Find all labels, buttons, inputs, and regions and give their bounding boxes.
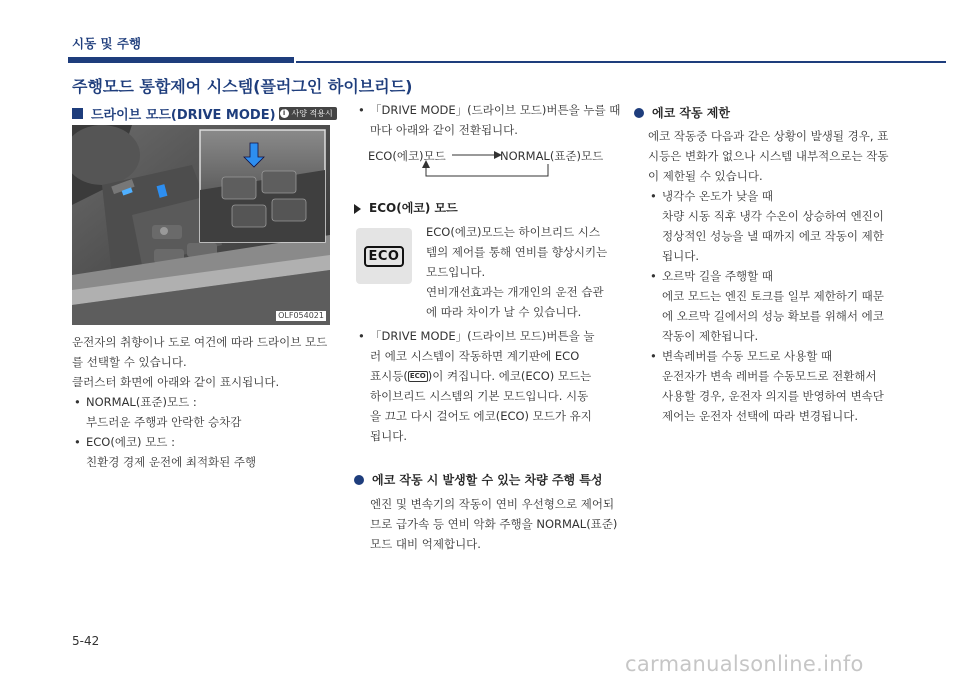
eco-bullet-3b: )이 켜집니다. 에코(ECO) 모드는 xyxy=(427,369,592,383)
eco-mode-heading xyxy=(354,199,458,216)
eco-bullet-3 xyxy=(356,366,626,386)
page-title: 주행모드 통합제어 시스템(플러그인 하이브리드) xyxy=(72,77,413,96)
eco-desc-3: 모드입니다. xyxy=(426,265,486,279)
subsection-heading xyxy=(72,104,337,123)
eco-bullet-3a: 표시등( xyxy=(370,369,408,383)
right-bullet-uphill-c: 작동이 제한됩니다. xyxy=(662,329,759,343)
watermark: carmanualsonline.info xyxy=(625,652,864,676)
option-badge-label: 사양 적용시 xyxy=(291,109,333,118)
mid-intro-line1: • 「DRIVE MODE」(드라이브 모드)버튼을 누를 때 xyxy=(356,100,626,120)
option-badge xyxy=(279,107,337,120)
right-bullet-coolant-a: 차량 시동 직후 냉각 수온이 상승하여 엔진이 xyxy=(662,209,884,223)
mid-intro-line2: 마다 아래와 같이 전환됩니다. xyxy=(370,123,518,137)
info-icon: i xyxy=(280,109,289,118)
eco-desc-1: ECO(에코)모드는 하이브리드 시스 xyxy=(426,225,600,239)
dot-bullet-icon xyxy=(354,475,364,485)
flow-normal-mode: NORMAL(표준)모드 xyxy=(500,149,604,163)
eco-limit-heading-text: 에코 작동 제한 xyxy=(652,106,730,120)
header-rule-thin xyxy=(296,61,946,63)
right-bullet-manual-c: 제어는 운전자 선택에 따라 변경됩니다. xyxy=(662,409,859,423)
subsection-title: 드라이브 모드(DRIVE MODE) xyxy=(91,108,276,123)
section-header: 시동 및 주행 xyxy=(72,36,142,51)
right-p1: 에코 작동중 다음과 같은 상황이 발생될 경우, 표 xyxy=(648,129,889,143)
mid-intro xyxy=(356,100,626,140)
left-bullet-eco: • ECO(에코) 모드 : xyxy=(72,432,342,452)
eco-indicator-icon xyxy=(356,228,412,284)
triangle-bullet-icon xyxy=(354,204,361,214)
right-column-text xyxy=(648,126,908,426)
left-p2: 를 선택할 수 있습니다. xyxy=(72,355,187,369)
right-bullet-coolant: • 냉각수 온도가 낮을 때 xyxy=(648,186,908,206)
eco-char-1: 엔진 및 변속기의 작동이 연비 우선형으로 제어되 xyxy=(370,497,615,511)
console-photo xyxy=(72,125,330,325)
flow-eco-mode: ECO(에코)모드 xyxy=(368,149,446,163)
eco-char-3: 모드 대비 억제합니다. xyxy=(370,537,481,551)
eco-desc-2: 템의 제어를 통해 연비를 향상시키는 xyxy=(426,245,608,259)
eco-desc-5: 에 따라 차이가 날 수 있습니다. xyxy=(426,305,582,319)
eco-bullet-6: 됩니다. xyxy=(370,429,407,443)
right-bullet-manual-b: 사용할 경우, 운전자 의지를 반영하여 변속단 xyxy=(662,389,884,403)
eco-description xyxy=(426,222,626,322)
right-bullet-manual: • 변속레버를 수동 모드로 사용할 때 xyxy=(648,346,908,366)
dot-bullet-icon xyxy=(634,108,644,118)
eco-desc-4: 연비개선효과는 개개인의 운전 습관 xyxy=(426,285,604,299)
eco-bullet-2: 러 에코 시스템이 작동하면 계기판에 ECO xyxy=(370,349,580,363)
right-bullet-coolant-c: 됩니다. xyxy=(662,249,699,263)
right-p3: 이 제한될 수 있습니다. xyxy=(648,169,763,183)
eco-mode-heading-text: ECO(에코) 모드 xyxy=(369,201,458,215)
left-bullet-normal: • NORMAL(표준)모드 : xyxy=(72,392,342,412)
left-bullet-eco-desc: 친환경 경제 운전에 최적화된 주행 xyxy=(86,455,257,469)
left-column-text xyxy=(72,332,342,472)
photo-code: OLF054021 xyxy=(278,311,324,320)
eco-bullet-block xyxy=(356,326,626,446)
left-p1: 운전자의 취향이나 도로 여건에 따라 드라이브 모드 xyxy=(72,335,328,349)
eco-driving-characteristics-text: 에코 작동 시 발생할 수 있는 차량 주행 특성 xyxy=(372,473,603,487)
eco-mini-icon: ECO xyxy=(409,372,426,380)
eco-char-2: 므로 급가속 등 연비 악화 주행을 NORMAL(표준) xyxy=(370,517,618,531)
right-bullet-manual-a: 운전자가 변속 레버를 수동모드로 전환해서 xyxy=(662,369,877,383)
right-bullet-uphill: • 오르막 길을 주행할 때 xyxy=(648,266,908,286)
page-number: 5-42 xyxy=(72,634,100,648)
eco-driving-characteristics-body xyxy=(370,494,630,554)
left-p3: 클러스터 화면에 아래와 같이 표시됩니다. xyxy=(72,375,280,389)
header-rule-thick xyxy=(68,57,294,63)
eco-driving-characteristics-heading xyxy=(354,471,603,488)
right-bullet-uphill-a: 에코 모드는 엔진 토크를 일부 제한하기 때문 xyxy=(662,289,884,303)
right-bullet-coolant-b: 정상적인 성능을 낼 때까지 에코 작동이 제한 xyxy=(662,229,884,243)
eco-limit-heading xyxy=(634,104,730,121)
right-p2: 시등은 변화가 없으나 시스템 내부적으로는 작동 xyxy=(648,149,889,163)
square-bullet-icon xyxy=(72,108,83,119)
left-bullet-normal-desc: 부드러운 주행과 안락한 승차감 xyxy=(86,415,242,429)
right-bullet-uphill-b: 에 오르막 길에서의 성능 확보를 위해서 에코 xyxy=(662,309,884,323)
eco-bullet-4: 하이브리드 시스템의 기본 모드입니다. 시동 xyxy=(370,389,589,403)
eco-bullet-1: • 「DRIVE MODE」(드라이브 모드)버튼을 눌 xyxy=(356,326,626,346)
eco-indicator-label: ECO xyxy=(364,246,405,267)
eco-bullet-5: 을 끄고 다시 걸어도 에코(ECO) 모드가 유지 xyxy=(370,409,592,423)
